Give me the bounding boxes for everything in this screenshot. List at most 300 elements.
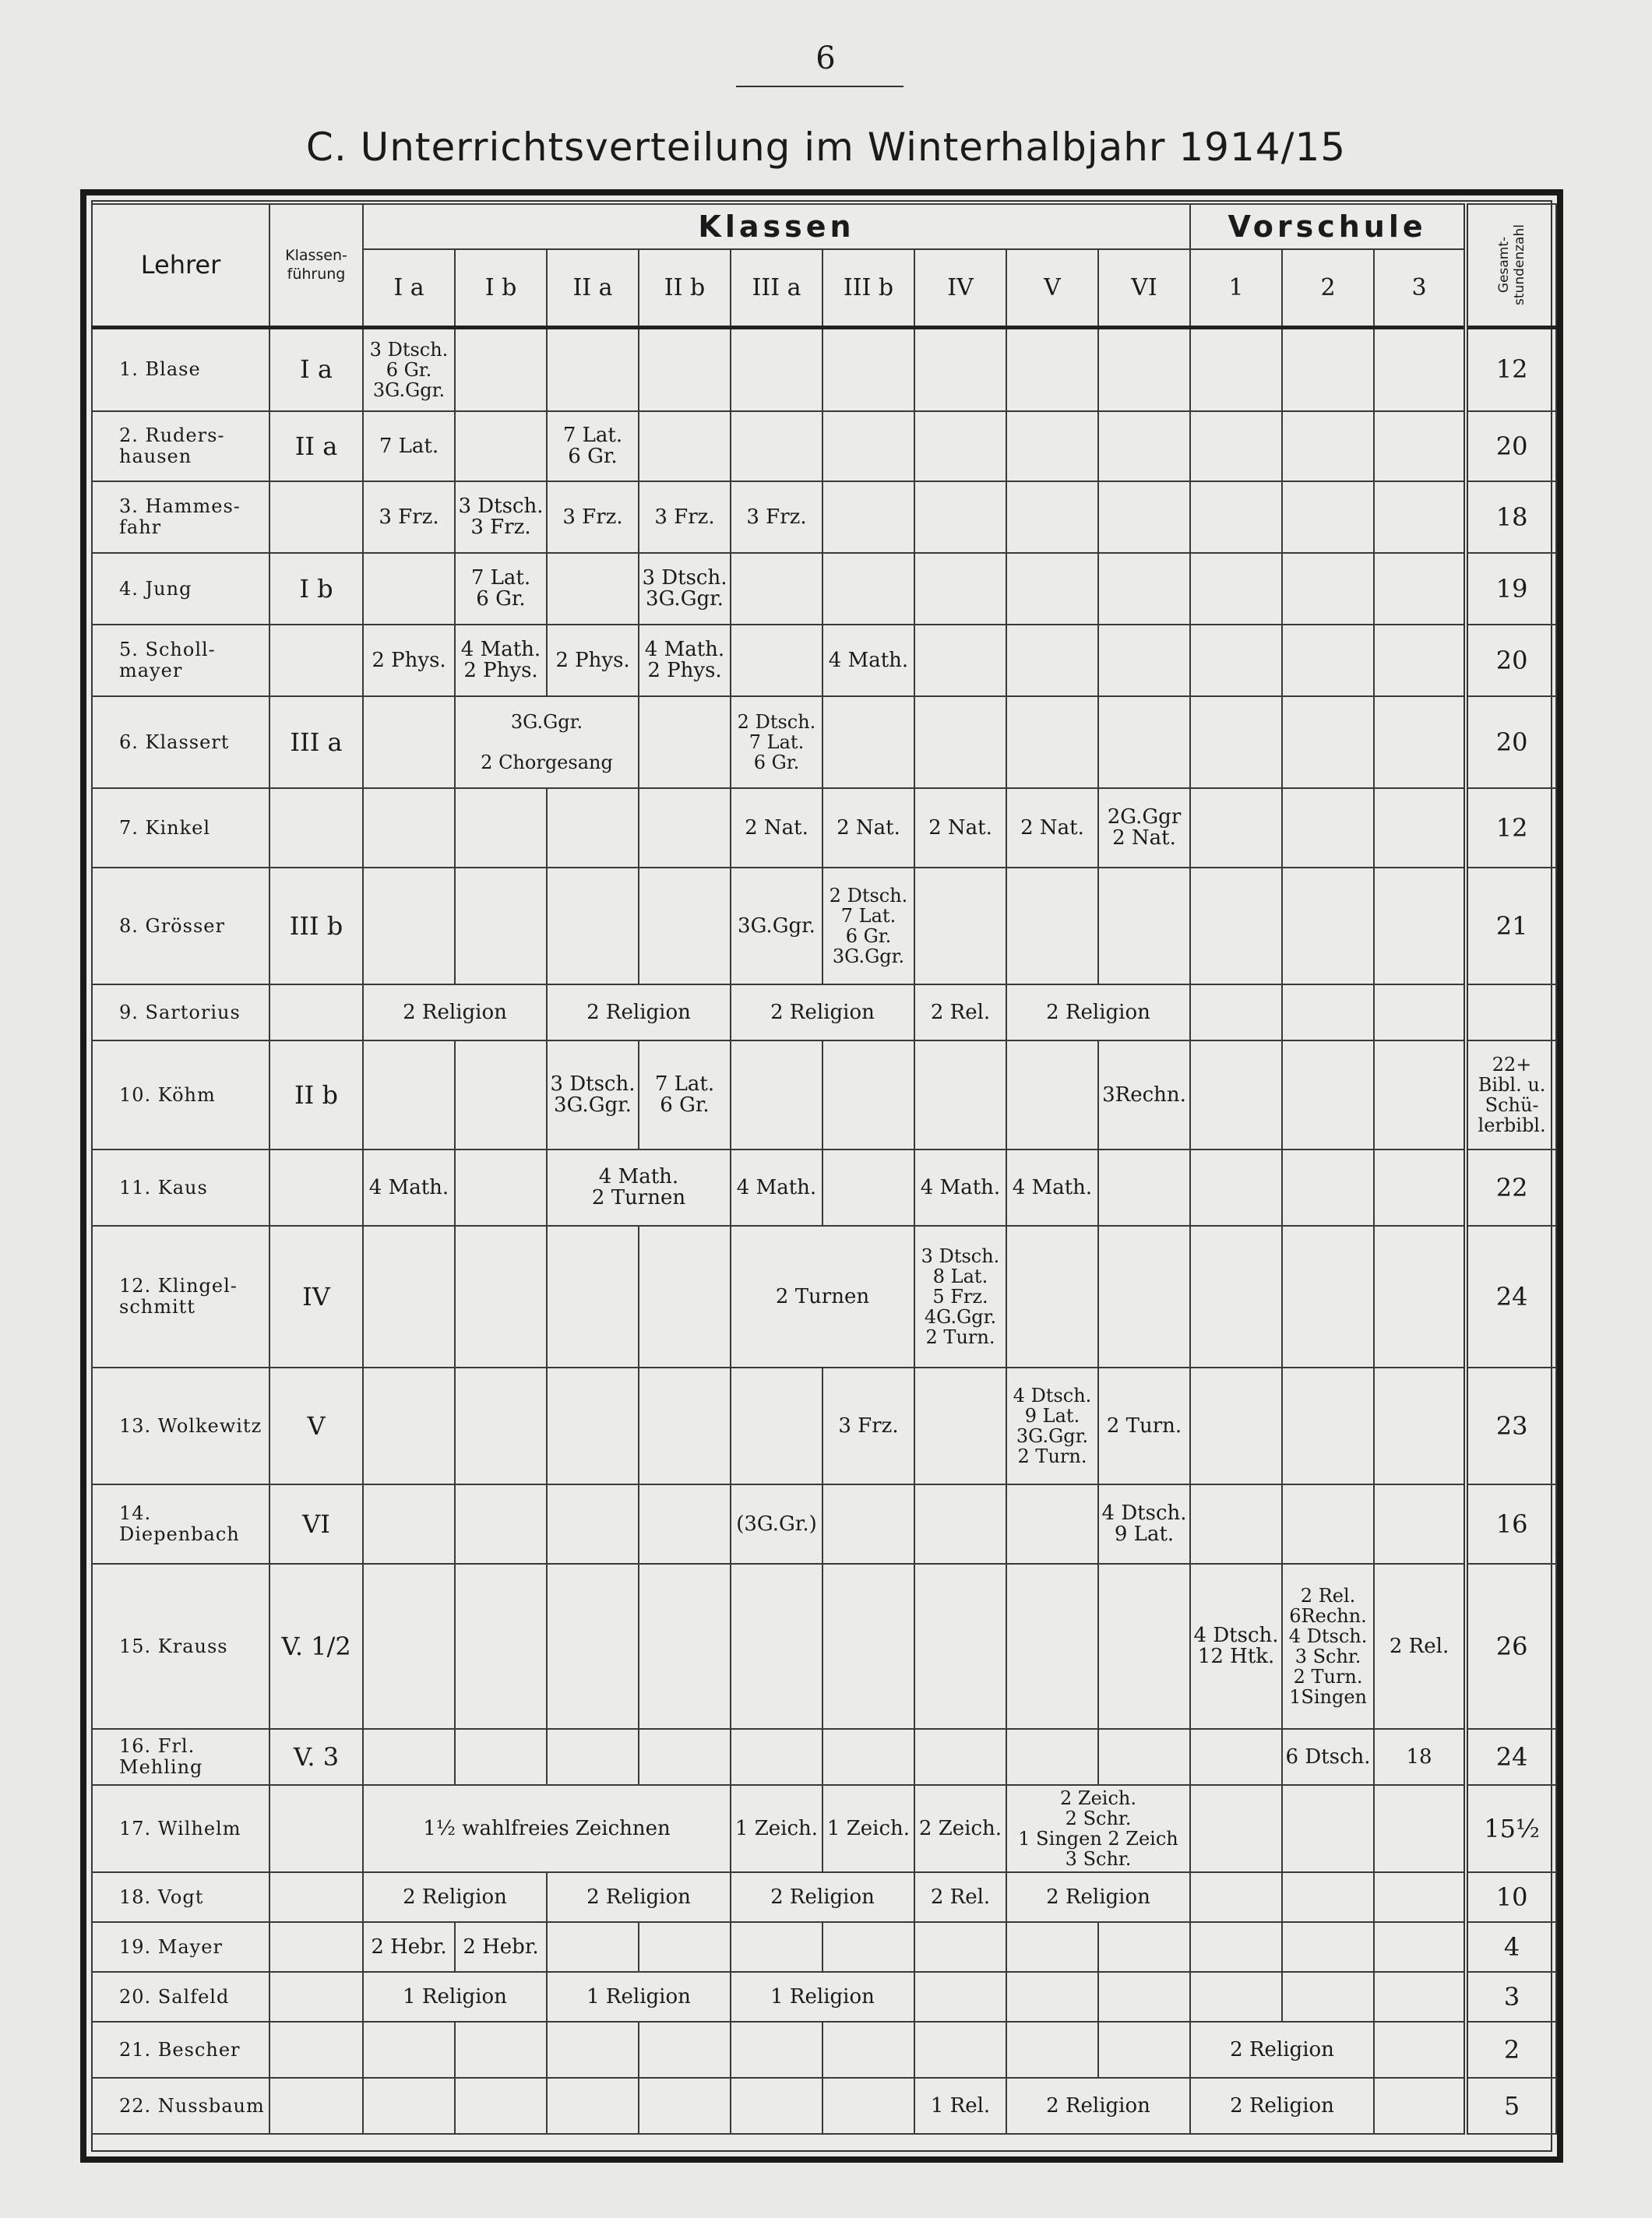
lesson-cell <box>822 696 914 788</box>
lesson-cell: 1 Zeich. <box>731 1785 822 1872</box>
class-leadership <box>269 984 363 1040</box>
lesson-cell <box>1098 868 1190 984</box>
lesson-cell <box>639 411 731 481</box>
lesson-cell <box>731 625 822 696</box>
teacher-name: 16. Frl. Mehling <box>92 1729 269 1785</box>
lesson-cell <box>1282 553 1374 625</box>
lesson-cell: 2 Religion <box>1190 2078 1374 2134</box>
lesson-cell: 4 Math. 2 Phys. <box>455 625 547 696</box>
lesson-cell <box>1374 1226 1466 1368</box>
lesson-cell <box>822 1040 914 1149</box>
table-row <box>92 411 1556 481</box>
lesson-cell: 2 Turnen <box>731 1226 914 1368</box>
lesson-cell: 2 Religion <box>547 1872 731 1922</box>
lesson-cell <box>1190 481 1282 553</box>
teacher-name: 18. Vogt <box>92 1872 269 1922</box>
class-leadership: VI <box>269 1484 363 1564</box>
lesson-cell: 2 Nat. <box>914 788 1006 868</box>
lesson-cell <box>1006 411 1098 481</box>
table-row <box>92 625 1556 696</box>
lesson-cell <box>1282 788 1374 868</box>
lesson-cell <box>547 868 639 984</box>
lesson-cell <box>822 2078 914 2134</box>
total-hours: 19 <box>1466 553 1556 625</box>
teacher-name: 22. Nussbaum <box>92 2078 269 2134</box>
lesson-cell: 4 Math. <box>822 625 914 696</box>
lesson-cell: 2 Religion <box>547 984 731 1040</box>
header-gesamtstundenzahl <box>1466 204 1556 327</box>
distribution-table <box>91 203 1557 2135</box>
column-header-v: V <box>1006 249 1098 327</box>
lesson-cell <box>1282 1872 1374 1922</box>
teacher-name: 4. Jung <box>92 553 269 625</box>
total-hours <box>1466 984 1556 1040</box>
column-header-ia: I a <box>363 249 455 327</box>
lesson-cell <box>1282 1785 1374 1872</box>
lesson-cell <box>731 553 822 625</box>
lesson-cell <box>1006 1922 1098 1972</box>
lesson-cell <box>1190 1484 1282 1564</box>
lesson-cell <box>1374 788 1466 868</box>
total-hours: 5 <box>1466 2078 1556 2134</box>
table-row <box>92 1922 1556 1972</box>
total-hours: 20 <box>1466 696 1556 788</box>
lesson-cell <box>1190 1972 1282 2022</box>
table-body <box>92 327 1556 2134</box>
teacher-name: 11. Kaus <box>92 1149 269 1226</box>
lesson-cell <box>822 481 914 553</box>
lesson-cell: 2 Rel. <box>1374 1564 1466 1729</box>
lesson-cell: 6 Dtsch. <box>1282 1729 1374 1785</box>
lesson-cell: 4 Dtsch. 9 Lat. 3G.Ggr. 2 Turn. <box>1006 1368 1098 1484</box>
lesson-cell <box>455 1729 547 1785</box>
lesson-cell <box>1374 2022 1466 2078</box>
lesson-cell: 4 Dtsch. 12 Htk. <box>1190 1564 1282 1729</box>
lesson-cell <box>639 2022 731 2078</box>
lesson-cell <box>363 696 455 788</box>
lesson-cell <box>639 1729 731 1785</box>
lesson-cell <box>547 1484 639 1564</box>
lesson-cell <box>1282 696 1374 788</box>
lesson-cell <box>1098 1226 1190 1368</box>
header-gesamt-label: Gesamt- stundenzahl <box>1496 224 1528 306</box>
class-leadership <box>269 1785 363 1872</box>
lesson-cell <box>822 1564 914 1729</box>
class-leadership <box>269 2022 363 2078</box>
total-hours: 24 <box>1466 1226 1556 1368</box>
lesson-cell: 4 Math. <box>1006 1149 1098 1226</box>
table-row <box>92 553 1556 625</box>
header-lehrer: Lehrer <box>92 204 269 327</box>
teacher-name: 19. Mayer <box>92 1922 269 1972</box>
lesson-cell <box>1190 1922 1282 1972</box>
lesson-cell: 3Rechn. <box>1098 1040 1190 1149</box>
lesson-cell: 3 Frz. <box>547 481 639 553</box>
table-row <box>92 1785 1556 1872</box>
total-hours: 16 <box>1466 1484 1556 1564</box>
teacher-name: 14. Diepenbach <box>92 1484 269 1564</box>
lesson-cell <box>1098 1149 1190 1226</box>
lesson-cell <box>547 553 639 625</box>
total-hours: 15½ <box>1466 1785 1556 1872</box>
lesson-cell: 7 Lat. 6 Gr. <box>547 411 639 481</box>
class-leadership <box>269 1972 363 2022</box>
lesson-cell <box>731 1729 822 1785</box>
lesson-cell <box>363 2078 455 2134</box>
lesson-cell: 3 Frz. <box>731 481 822 553</box>
lesson-cell: 2 Hebr. <box>363 1922 455 1972</box>
lesson-cell: 2 Religion <box>1006 2078 1190 2134</box>
lesson-cell <box>1098 411 1190 481</box>
lesson-cell <box>731 1040 822 1149</box>
lesson-cell <box>1282 411 1374 481</box>
lesson-cell: 3G.Ggr. 2 Chorgesang <box>455 696 639 788</box>
lesson-cell <box>731 327 822 411</box>
lesson-cell <box>1098 1564 1190 1729</box>
lesson-cell: 2 Dtsch. 7 Lat. 6 Gr. <box>731 696 822 788</box>
lesson-cell: 1½ wahlfreies Zeichnen <box>363 1785 731 1872</box>
lesson-cell <box>1374 553 1466 625</box>
lesson-cell <box>1006 1972 1098 2022</box>
lesson-cell <box>1282 1226 1374 1368</box>
lesson-cell <box>1282 1040 1374 1149</box>
lesson-cell <box>1006 327 1098 411</box>
lesson-cell <box>455 1149 547 1226</box>
lesson-cell <box>914 2022 1006 2078</box>
lesson-cell <box>1374 1785 1466 1872</box>
lesson-cell <box>1374 625 1466 696</box>
teacher-name: 2. Ruders- hausen <box>92 411 269 481</box>
class-leadership: I b <box>269 553 363 625</box>
lesson-cell: 4 Math. <box>914 1149 1006 1226</box>
lesson-cell: 4 Math. 2 Turnen <box>547 1149 731 1226</box>
total-hours: 24 <box>1466 1729 1556 1785</box>
lesson-cell <box>1190 1729 1282 1785</box>
lesson-cell <box>1006 2022 1098 2078</box>
lesson-cell <box>1282 1484 1374 1564</box>
column-header-2: 2 <box>1282 249 1374 327</box>
lesson-cell <box>547 1922 639 1972</box>
lesson-cell <box>363 1368 455 1484</box>
lesson-cell <box>914 1922 1006 1972</box>
lesson-cell <box>1006 1226 1098 1368</box>
lesson-cell <box>914 625 1006 696</box>
lesson-cell <box>547 327 639 411</box>
lesson-cell <box>914 1972 1006 2022</box>
class-leadership: I a <box>269 327 363 411</box>
lesson-cell <box>547 2078 639 2134</box>
lesson-cell: 2 Phys. <box>363 625 455 696</box>
lesson-cell <box>1098 481 1190 553</box>
lesson-cell <box>1006 696 1098 788</box>
lesson-cell <box>1374 481 1466 553</box>
lesson-cell <box>363 1729 455 1785</box>
lesson-cell: 3 Dtsch. 6 Gr. 3G.Ggr. <box>363 327 455 411</box>
lesson-cell <box>1006 481 1098 553</box>
teacher-name: 9. Sartorius <box>92 984 269 1040</box>
column-header-iia: II a <box>547 249 639 327</box>
lesson-cell: 3 Frz. <box>822 1368 914 1484</box>
lesson-cell <box>639 1564 731 1729</box>
lesson-cell <box>822 1729 914 1785</box>
class-leadership: II a <box>269 411 363 481</box>
header-vorschule: Vorschule <box>1190 204 1466 249</box>
lesson-cell <box>1190 327 1282 411</box>
lesson-cell <box>1374 327 1466 411</box>
page-number-rule <box>736 86 903 87</box>
teacher-name: 8. Grösser <box>92 868 269 984</box>
lesson-cell <box>1190 625 1282 696</box>
lesson-cell <box>363 788 455 868</box>
total-hours: 3 <box>1466 1972 1556 2022</box>
lesson-cell <box>1190 411 1282 481</box>
lesson-cell <box>363 868 455 984</box>
lesson-cell <box>1190 984 1282 1040</box>
lesson-cell: 2 Religion <box>731 1872 914 1922</box>
total-hours: 4 <box>1466 1922 1556 1972</box>
lesson-cell: 2 Religion <box>363 984 547 1040</box>
lesson-cell <box>1374 984 1466 1040</box>
lesson-cell <box>731 1922 822 1972</box>
lesson-cell <box>455 1226 547 1368</box>
lesson-cell <box>639 696 731 788</box>
table-row <box>92 1149 1556 1226</box>
lesson-cell: 2 Nat. <box>1006 788 1098 868</box>
lesson-cell <box>1374 868 1466 984</box>
lesson-cell: 2 Religion <box>731 984 914 1040</box>
lesson-cell <box>1282 481 1374 553</box>
total-hours: 20 <box>1466 411 1556 481</box>
lesson-cell: 2 Hebr. <box>455 1922 547 1972</box>
lesson-cell <box>731 411 822 481</box>
lesson-cell: 7 Lat. 6 Gr. <box>455 553 547 625</box>
class-leadership <box>269 1922 363 1972</box>
column-header-vi: VI <box>1098 249 1190 327</box>
lesson-cell <box>822 1149 914 1226</box>
teacher-name: 15. Krauss <box>92 1564 269 1729</box>
lesson-cell <box>1282 1149 1374 1226</box>
teacher-name: 1. Blase <box>92 327 269 411</box>
total-hours: 21 <box>1466 868 1556 984</box>
lesson-cell <box>914 553 1006 625</box>
lesson-cell <box>455 1484 547 1564</box>
lesson-cell: 2 Religion <box>1006 1872 1190 1922</box>
column-header-iiia: III a <box>731 249 822 327</box>
lesson-cell <box>1190 1872 1282 1922</box>
table-row <box>92 1729 1556 1785</box>
lesson-cell: 4 Math. <box>731 1149 822 1226</box>
lesson-cell <box>455 1564 547 1729</box>
class-leadership <box>269 2078 363 2134</box>
table-row <box>92 696 1556 788</box>
lesson-cell <box>1098 625 1190 696</box>
lesson-cell <box>822 327 914 411</box>
table-row <box>92 788 1556 868</box>
lesson-cell <box>1282 327 1374 411</box>
lesson-cell <box>731 2022 822 2078</box>
column-header-ib: I b <box>455 249 547 327</box>
lesson-cell <box>914 696 1006 788</box>
lesson-cell <box>822 411 914 481</box>
lesson-cell <box>1190 1226 1282 1368</box>
lesson-cell <box>455 1040 547 1149</box>
lesson-cell <box>1282 1922 1374 1972</box>
lesson-cell: 4 Math. 2 Phys. <box>639 625 731 696</box>
table-row <box>92 868 1556 984</box>
lesson-cell: 4 Dtsch. 9 Lat. <box>1098 1484 1190 1564</box>
lesson-cell <box>1282 1972 1374 2022</box>
column-header-3: 3 <box>1374 249 1466 327</box>
column-header-iiib: III b <box>822 249 914 327</box>
lesson-cell <box>455 1368 547 1484</box>
table-row <box>92 1368 1556 1484</box>
lesson-cell <box>731 1564 822 1729</box>
column-header-1: 1 <box>1190 249 1282 327</box>
lesson-cell <box>822 1484 914 1564</box>
lesson-cell <box>822 1922 914 1972</box>
lesson-cell <box>547 1564 639 1729</box>
lesson-cell <box>547 788 639 868</box>
lesson-cell <box>1098 1972 1190 2022</box>
table-row <box>92 327 1556 411</box>
lesson-cell <box>1282 984 1374 1040</box>
lesson-cell <box>914 1040 1006 1149</box>
lesson-cell <box>1006 1729 1098 1785</box>
lesson-cell <box>731 2078 822 2134</box>
lesson-cell: 2 Turn. <box>1098 1368 1190 1484</box>
total-hours: 26 <box>1466 1564 1556 1729</box>
lesson-cell <box>547 2022 639 2078</box>
lesson-cell: 2 Nat. <box>731 788 822 868</box>
lesson-cell: 2 Rel. <box>914 1872 1006 1922</box>
class-leadership: V. 3 <box>269 1729 363 1785</box>
page-number: 6 <box>815 40 836 76</box>
teacher-name: 7. Kinkel <box>92 788 269 868</box>
lesson-cell <box>455 411 547 481</box>
table-row <box>92 481 1556 553</box>
lesson-cell: 1 Religion <box>363 1972 547 2022</box>
lesson-cell <box>1282 625 1374 696</box>
lesson-cell <box>1190 788 1282 868</box>
total-hours: 22+ Bibl. u. Schü- lerbibl. <box>1466 1040 1556 1149</box>
teacher-name: 13. Wolkewitz <box>92 1368 269 1484</box>
lesson-cell <box>639 327 731 411</box>
lesson-cell <box>547 1368 639 1484</box>
lesson-cell <box>1098 327 1190 411</box>
class-leadership <box>269 1149 363 1226</box>
class-leadership: V <box>269 1368 363 1484</box>
lesson-cell <box>639 788 731 868</box>
lesson-cell: (3G.Gr.) <box>731 1484 822 1564</box>
lesson-cell <box>1098 696 1190 788</box>
header-row-groups <box>92 204 1556 249</box>
lesson-cell: 2 Zeich. 2 Schr. 1 Singen 2 Zeich 3 Schr. <box>1006 1785 1190 1872</box>
lesson-cell: 3G.Ggr. <box>731 868 822 984</box>
lesson-cell: 3 Dtsch. 3 Frz. <box>455 481 547 553</box>
lesson-cell <box>363 2022 455 2078</box>
teacher-name: 5. Scholl- mayer <box>92 625 269 696</box>
lesson-cell <box>639 2078 731 2134</box>
lesson-cell: 2 Religion <box>363 1872 547 1922</box>
lesson-cell: 2 Dtsch. 7 Lat. 6 Gr. 3G.Ggr. <box>822 868 914 984</box>
table-frame <box>80 189 1563 2163</box>
lesson-cell <box>1006 625 1098 696</box>
total-hours: 20 <box>1466 625 1556 696</box>
lesson-cell <box>547 1226 639 1368</box>
total-hours: 18 <box>1466 481 1556 553</box>
lesson-cell: 2 Religion <box>1190 2022 1374 2078</box>
table-row <box>92 1226 1556 1368</box>
lesson-cell: 7 Lat. 6 Gr. <box>639 1040 731 1149</box>
lesson-cell: 2 Nat. <box>822 788 914 868</box>
lesson-cell <box>639 1484 731 1564</box>
class-leadership: III b <box>269 868 363 984</box>
column-header-iib: II b <box>639 249 731 327</box>
lesson-cell <box>1374 1484 1466 1564</box>
lesson-cell <box>1374 1922 1466 1972</box>
table-row <box>92 2078 1556 2134</box>
lesson-cell <box>914 868 1006 984</box>
lesson-cell <box>1006 1484 1098 1564</box>
lesson-cell <box>1190 553 1282 625</box>
lesson-cell <box>914 1729 1006 1785</box>
lesson-cell <box>1374 1149 1466 1226</box>
lesson-cell <box>1098 2022 1190 2078</box>
lesson-cell <box>914 327 1006 411</box>
lesson-cell <box>1374 1368 1466 1484</box>
lesson-cell <box>1374 2078 1466 2134</box>
lesson-cell <box>1374 1040 1466 1149</box>
lesson-cell <box>1190 696 1282 788</box>
lesson-cell <box>639 1368 731 1484</box>
lesson-cell <box>914 1564 1006 1729</box>
lesson-cell: 1 Rel. <box>914 2078 1006 2134</box>
lesson-cell: 1 Religion <box>731 1972 914 2022</box>
lesson-cell <box>1190 868 1282 984</box>
header-klassenfuehrung: Klassen- führung <box>269 204 363 327</box>
lesson-cell <box>639 868 731 984</box>
table-row <box>92 1564 1556 1729</box>
table-row <box>92 1484 1556 1564</box>
lesson-cell <box>731 1368 822 1484</box>
lesson-cell <box>1282 868 1374 984</box>
total-hours: 2 <box>1466 2022 1556 2078</box>
class-leadership <box>269 788 363 868</box>
lesson-cell <box>1098 1922 1190 1972</box>
lesson-cell: 2 Phys. <box>547 625 639 696</box>
class-leadership <box>269 481 363 553</box>
lesson-cell <box>363 1564 455 1729</box>
lesson-cell <box>1190 1149 1282 1226</box>
lesson-cell: 3 Frz. <box>639 481 731 553</box>
teacher-name: 20. Salfeld <box>92 1972 269 2022</box>
lesson-cell: 2G.Ggr 2 Nat. <box>1098 788 1190 868</box>
teacher-name: 21. Bescher <box>92 2022 269 2078</box>
lesson-cell: 2 Zeich. <box>914 1785 1006 1872</box>
total-hours: 12 <box>1466 788 1556 868</box>
lesson-cell <box>1006 1040 1098 1149</box>
teacher-name: 12. Klingel- schmitt <box>92 1226 269 1368</box>
header-klassen: Klassen <box>363 204 1190 249</box>
column-header-iv: IV <box>914 249 1006 327</box>
lesson-cell <box>547 1729 639 1785</box>
class-leadership: II b <box>269 1040 363 1149</box>
lesson-cell <box>914 411 1006 481</box>
lesson-cell <box>363 1484 455 1564</box>
lesson-cell <box>1374 1972 1466 2022</box>
class-leadership: III a <box>269 696 363 788</box>
teacher-name: 17. Wilhelm <box>92 1785 269 1872</box>
